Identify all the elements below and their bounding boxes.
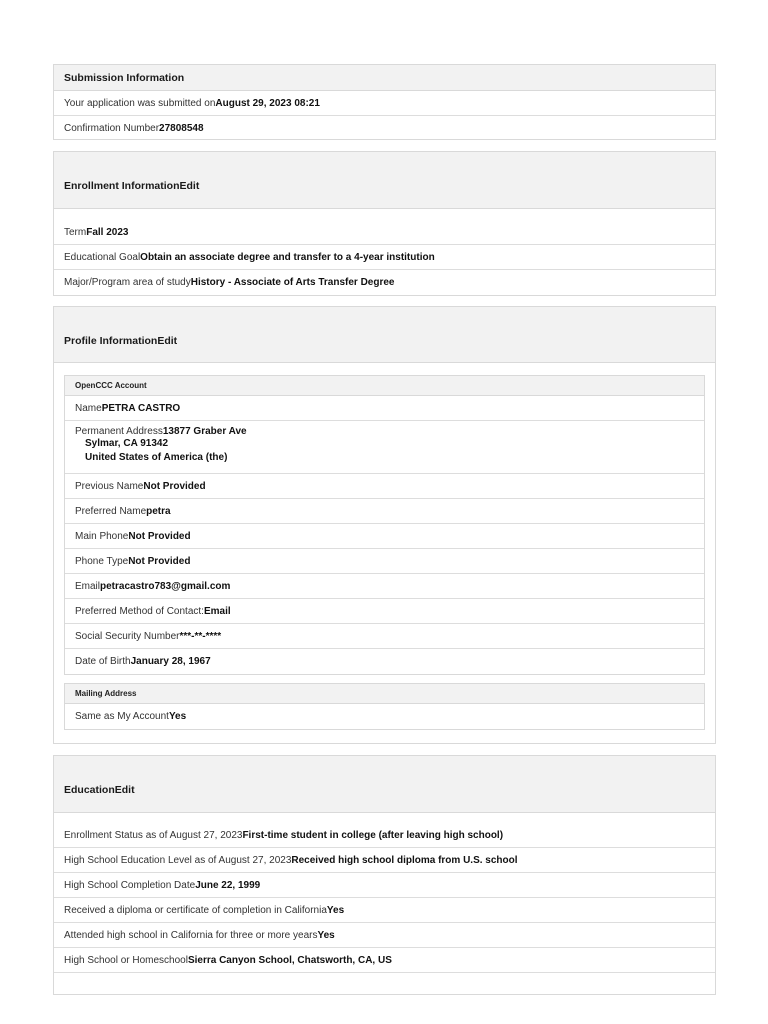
profile-row-value: petracastro783@gmail.com	[100, 580, 231, 592]
profile-heading	[54, 319, 715, 363]
mailing-row	[65, 704, 704, 729]
enrollment-row-label: Educational Goal	[64, 251, 141, 263]
education-row-label: High School or Homeschool	[64, 954, 188, 966]
enrollment-row-value: Obtain an associate degree and transfer to a 4-year institution	[140, 251, 435, 263]
address-label: Permanent Address	[75, 426, 163, 437]
education-row-value: Yes	[317, 929, 335, 941]
education-heading	[54, 768, 715, 813]
profile-row-label: Preferred Method of Contact:	[75, 605, 204, 617]
enrollment-edit-link[interactable]: Edit	[179, 180, 200, 192]
name-row	[65, 396, 704, 421]
education-heading-text: Education	[64, 784, 115, 796]
education-edit-link[interactable]: Edit	[114, 784, 135, 796]
account-heading	[65, 376, 704, 396]
profile-row-value: Not Provided	[143, 480, 206, 492]
profile-row	[65, 649, 704, 674]
enrollment-row-value: History - Associate of Arts Transfer Degree	[190, 277, 395, 288]
education-row-label: High School Education Level as of August 27, 2023	[64, 854, 292, 866]
submission-heading	[54, 65, 715, 91]
name-label: Name	[75, 402, 102, 414]
enrollment-heading	[54, 164, 715, 209]
education-row-label: Enrollment Status as of August 27, 2023	[64, 829, 243, 841]
education-row-value: Yes	[326, 904, 345, 916]
enrollment-row	[54, 220, 715, 245]
confirmation-label: Confirmation Number	[64, 123, 160, 134]
profile-row-label: Social Security Number	[75, 630, 180, 642]
submitted-label: Your application was submitted on	[64, 97, 216, 109]
enrollment-row-label: Term	[64, 226, 87, 238]
address-line1: 13877 Graber Ave	[162, 426, 247, 437]
education-row	[54, 923, 715, 948]
education-row-label: Received a diploma or certificate of completion in California	[64, 904, 327, 916]
address-line2: Sylmar, CA 91342	[85, 438, 169, 449]
mailing-label: Same as My Account	[75, 711, 169, 722]
enrollment-row	[54, 245, 715, 270]
enrollment-panel	[53, 151, 716, 296]
submitted-value: August 29, 2023 08:21	[215, 97, 320, 109]
profile-row	[65, 524, 704, 549]
profile-row-label: Phone Type	[75, 555, 129, 567]
profile-row-value: ***-**-****	[179, 630, 222, 642]
address-line3: United States of America (the)	[85, 452, 228, 463]
education-row-value: First-time student in college (after leaving high school)	[242, 829, 504, 841]
education-row	[54, 823, 715, 848]
name-value: PETRA CASTRO	[101, 402, 181, 414]
education-row	[54, 873, 715, 898]
profile-row-label: Preferred Name	[75, 505, 147, 517]
education-row-value: Sierra Canyon School, Chatsworth, CA, US	[187, 954, 392, 966]
education-panel	[53, 755, 716, 995]
profile-row-value: Not Provided	[128, 555, 191, 567]
address-row	[65, 421, 704, 474]
education-row	[54, 948, 715, 973]
enrollment-heading-text: Enrollment Information	[64, 180, 180, 192]
profile-heading-text: Profile Information	[64, 334, 158, 347]
profile-row	[65, 574, 704, 599]
profile-row	[65, 474, 704, 499]
enrollment-row-label: Major/Program area of study	[64, 277, 191, 288]
education-row-value: Received high school diploma from U.S. school	[291, 854, 518, 866]
submission-panel	[53, 64, 716, 140]
profile-row-label: Date of Birth	[75, 656, 131, 667]
education-row	[54, 898, 715, 923]
profile-row-value: Email	[203, 605, 231, 617]
profile-row-label: Main Phone	[75, 530, 129, 542]
profile-row	[65, 499, 704, 524]
enrollment-row-value: Fall 2023	[86, 226, 129, 238]
mailing-box	[64, 683, 705, 730]
enrollment-row	[54, 270, 715, 295]
education-row	[54, 848, 715, 873]
submitted-row	[54, 91, 715, 116]
profile-row-label: Previous Name	[75, 480, 144, 492]
mailing-heading	[65, 684, 704, 704]
profile-row-value: petra	[146, 505, 171, 517]
profile-panel	[53, 306, 716, 744]
account-box	[64, 375, 705, 675]
profile-edit-link[interactable]: Edit	[157, 334, 178, 347]
confirmation-row	[54, 116, 715, 141]
profile-row-value: Not Provided	[128, 530, 191, 542]
submission-heading-text: Submission Information	[64, 71, 185, 84]
education-row-label: High School Completion Date	[64, 879, 196, 891]
profile-row	[65, 599, 704, 624]
confirmation-value: 27808548	[159, 123, 204, 134]
mailing-value: Yes	[168, 711, 187, 722]
education-row-value: June 22, 1999	[195, 879, 261, 891]
education-row-label: Attended high school in California for three or more years	[64, 929, 318, 941]
profile-row	[65, 549, 704, 574]
account-heading-text: OpenCCC Account	[75, 381, 147, 390]
profile-row-label: Email	[75, 580, 101, 592]
profile-row-value: January 28, 1967	[130, 656, 211, 667]
profile-row	[65, 624, 704, 649]
mailing-heading-text: Mailing Address	[75, 689, 137, 698]
